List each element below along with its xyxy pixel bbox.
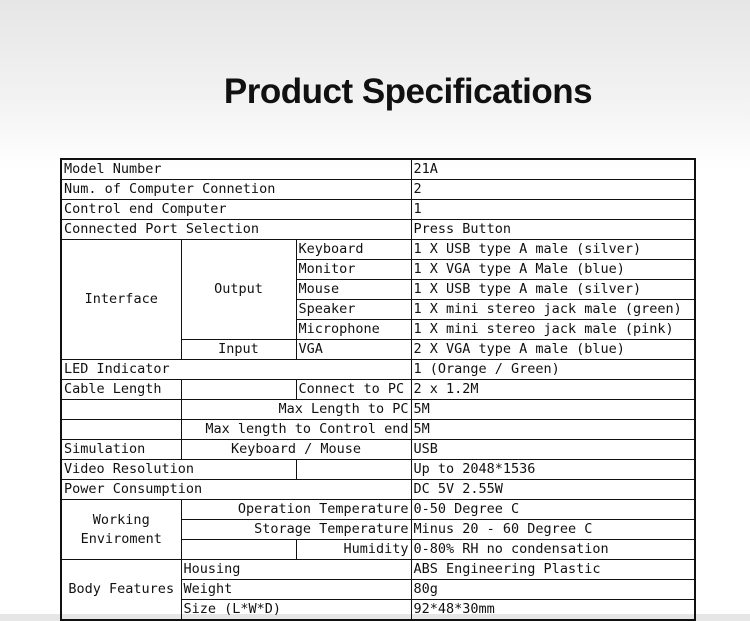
spec-value: 1	[411, 200, 695, 220]
spec-value: 1 X USB type A male (silver)	[411, 280, 695, 300]
empty-cell	[181, 380, 296, 400]
spec-value: USB	[411, 440, 695, 460]
spec-label: LED Indicator	[61, 360, 411, 380]
spec-sublabel: Max length to Control end	[181, 420, 411, 440]
spec-sublabel: Weight	[181, 580, 411, 600]
spec-value: 2 X VGA type A male (blue)	[411, 340, 695, 360]
spec-sublabel: Humidity	[296, 540, 411, 560]
spec-sublabel: Max Length to PC	[181, 400, 411, 420]
table-row	[61, 240, 695, 260]
empty-cell	[296, 460, 411, 480]
spec-sublabel: Operation Temperature	[181, 500, 411, 520]
empty-cell	[61, 420, 181, 440]
interface-label: Interface	[61, 240, 181, 360]
spec-label: Model Number	[61, 159, 411, 180]
spec-sublabel: Connect to PC	[296, 380, 411, 400]
spec-label: Cable Length	[61, 380, 181, 400]
table-row	[61, 440, 695, 460]
spec-sublabel: Keyboard / Mouse	[181, 440, 411, 460]
spec-label: Simulation	[61, 440, 181, 460]
spec-sublabel: Housing	[181, 560, 411, 580]
port-name: Microphone	[296, 320, 411, 340]
spec-value: Up to 2048*1536	[411, 460, 695, 480]
spec-sublabel: Storage Temperature	[181, 520, 411, 540]
table-row	[61, 480, 695, 500]
table-row	[61, 380, 695, 400]
spec-value: ABS Engineering Plastic	[411, 560, 695, 580]
spec-value: 5M	[411, 400, 695, 420]
spec-sublabel: Size (L*W*D)	[181, 600, 411, 621]
spec-value: DC 5V 2.55W	[411, 480, 695, 500]
spec-label: Connected Port Selection	[61, 220, 411, 240]
spec-label: Video Resolution	[61, 460, 296, 480]
body-label: Body Features	[61, 560, 181, 621]
spec-label: Power Consumption	[61, 480, 411, 500]
table-row	[61, 159, 695, 180]
port-name: Monitor	[296, 260, 411, 280]
table-row	[61, 500, 695, 520]
spec-value: 2 x 1.2M	[411, 380, 695, 400]
table-row	[61, 560, 695, 580]
spec-label: Control end Computer	[61, 200, 411, 220]
table-row	[61, 200, 695, 220]
spec-value: 1 (Orange / Green)	[411, 360, 695, 380]
environment-label	[61, 500, 181, 560]
spec-value: 1 X mini stereo jack male (green)	[411, 300, 695, 320]
spec-value: 1 X USB type A male (silver)	[411, 240, 695, 260]
port-name: Mouse	[296, 280, 411, 300]
spec-value: 2	[411, 180, 695, 200]
spec-value: Press Button	[411, 220, 695, 240]
spec-label: Num. of Computer Connetion	[61, 180, 411, 200]
page-title: Product Specifications	[223, 72, 593, 111]
environment-label-line2: Enviroment	[80, 530, 162, 547]
spec-value: 5M	[411, 420, 695, 440]
spec-value: Minus 20 - 60 Degree C	[411, 520, 695, 540]
table-row	[61, 420, 695, 440]
spec-value: 0-80% RH no condensation	[411, 540, 695, 560]
empty-cell	[181, 540, 296, 560]
spec-value: 0-50 Degree C	[411, 500, 695, 520]
table-row	[61, 360, 695, 380]
empty-cell	[61, 400, 181, 420]
port-name: Keyboard	[296, 240, 411, 260]
port-name: Speaker	[296, 300, 411, 320]
spec-value: 21A	[411, 159, 695, 180]
spec-value: 92*48*30mm	[411, 600, 695, 621]
table-row	[61, 220, 695, 240]
spec-table	[60, 158, 696, 621]
table-row	[61, 180, 695, 200]
table-row	[61, 400, 695, 420]
input-label: Input	[181, 340, 296, 360]
output-label: Output	[181, 240, 296, 340]
port-name: VGA	[296, 340, 411, 360]
environment-label-line1: Working	[92, 511, 150, 528]
spec-value: 1 X VGA type A Male (blue)	[411, 260, 695, 280]
spec-value: 1 X mini stereo jack male (pink)	[411, 320, 695, 340]
table-row	[61, 460, 695, 480]
spec-value: 80g	[411, 580, 695, 600]
